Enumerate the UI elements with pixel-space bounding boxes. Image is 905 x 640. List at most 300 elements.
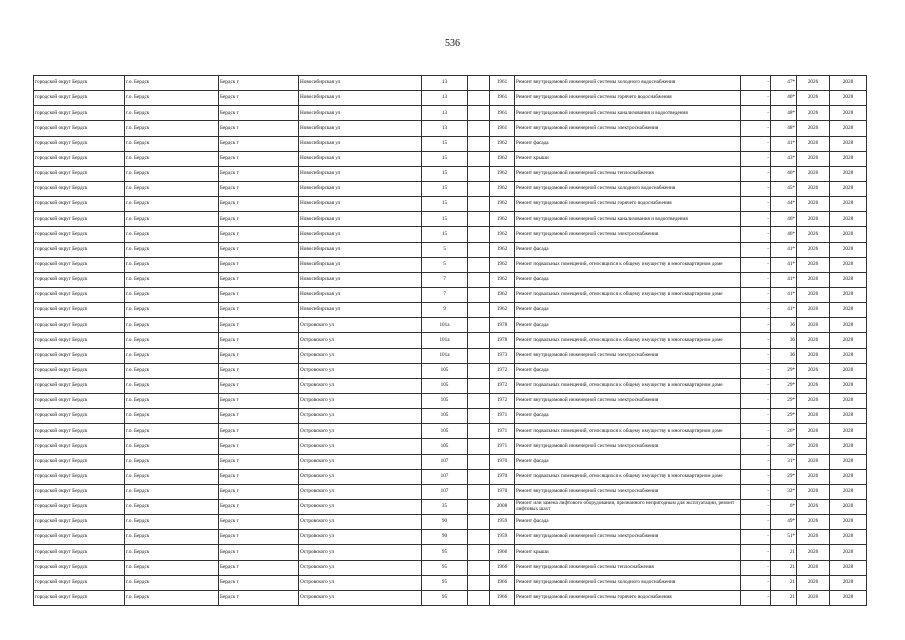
wear-cell: 21 — [771, 590, 797, 605]
table-row — [34, 272, 867, 287]
locality-cell: Бердск г — [219, 166, 299, 181]
year-end-cell: 2028 — [830, 484, 867, 499]
district-cell: г.о. Бердск — [125, 409, 219, 424]
locality-cell: Бердск г — [219, 318, 299, 333]
page-number: 536 — [445, 38, 460, 49]
district-cell: г.о. Бердск — [125, 515, 219, 530]
cost-cell: - — [741, 287, 771, 302]
street-cell: Островского ул — [299, 575, 422, 590]
building-cell — [468, 136, 490, 151]
wear-cell: 29* — [771, 469, 797, 484]
year-built-cell: 1962 — [490, 287, 515, 302]
municipality-cell: городской округ Бердск — [34, 303, 125, 318]
year-end-cell: 2028 — [830, 454, 867, 469]
municipality-cell: городской округ Бердск — [34, 469, 125, 484]
cost-cell: - — [741, 409, 771, 424]
house-number-cell: 15 — [422, 227, 468, 242]
street-cell: Новосибирская ул — [299, 257, 422, 272]
house-number-cell: 90 — [422, 515, 468, 530]
table-row — [34, 515, 867, 530]
work-type-cell: Ремонт фасада — [515, 409, 741, 424]
locality-cell: Бердск г — [219, 378, 299, 393]
district-cell: г.о. Бердск — [125, 121, 219, 136]
year-built-cell: 1962 — [490, 257, 515, 272]
year-start-cell: 2026 — [797, 287, 830, 302]
cost-cell: - — [741, 348, 771, 363]
locality-cell: Бердск г — [219, 590, 299, 605]
district-cell: г.о. Бердск — [125, 575, 219, 590]
year-built-cell: 1962 — [490, 197, 515, 212]
year-built-cell: 1970 — [490, 484, 515, 499]
year-end-cell: 2028 — [830, 76, 867, 91]
cost-cell: - — [741, 424, 771, 439]
locality-cell: Бердск г — [219, 515, 299, 530]
municipality-cell: городской округ Бердск — [34, 530, 125, 545]
district-cell: г.о. Бердск — [125, 545, 219, 560]
municipality-cell: городской округ Бердск — [34, 348, 125, 363]
building-cell — [468, 454, 490, 469]
year-start-cell: 2026 — [797, 454, 830, 469]
year-built-cell: 1973 — [490, 348, 515, 363]
locality-cell: Бердск г — [219, 181, 299, 196]
district-cell: г.о. Бердск — [125, 393, 219, 408]
cost-cell: - — [741, 454, 771, 469]
year-built-cell: 1971 — [490, 424, 515, 439]
wear-cell: 31* — [771, 454, 797, 469]
table-row — [34, 378, 867, 393]
locality-cell: Бердск г — [219, 76, 299, 91]
house-number-cell: 15 — [422, 181, 468, 196]
street-cell: Новосибирская ул — [299, 91, 422, 106]
street-cell: Новосибирская ул — [299, 197, 422, 212]
year-end-cell: 2028 — [830, 545, 867, 560]
house-number-cell: 101а — [422, 318, 468, 333]
cost-cell: - — [741, 91, 771, 106]
district-cell: г.о. Бердск — [125, 166, 219, 181]
building-cell — [468, 242, 490, 257]
locality-cell: Бердск г — [219, 242, 299, 257]
table-row — [34, 287, 867, 302]
work-type-cell: Ремонт внутридомовой инженерной системы горячего водоснабжения — [515, 590, 741, 605]
year-start-cell: 2026 — [797, 348, 830, 363]
district-cell: г.о. Бердск — [125, 287, 219, 302]
year-start-cell: 2026 — [797, 484, 830, 499]
table-row — [34, 333, 867, 348]
locality-cell: Бердск г — [219, 560, 299, 575]
building-cell — [468, 151, 490, 166]
municipality-cell: городской округ Бердск — [34, 545, 125, 560]
district-cell: г.о. Бердск — [125, 363, 219, 378]
year-built-cell: 1962 — [490, 303, 515, 318]
year-start-cell: 2026 — [797, 545, 830, 560]
year-end-cell: 2028 — [830, 181, 867, 196]
house-number-cell: 107 — [422, 469, 468, 484]
district-cell: г.о. Бердск — [125, 530, 219, 545]
year-start-cell: 2026 — [797, 242, 830, 257]
cost-cell: - — [741, 227, 771, 242]
work-type-cell: Ремонт фасада — [515, 303, 741, 318]
municipality-cell: городской округ Бердск — [34, 515, 125, 530]
street-cell: Островского ул — [299, 484, 422, 499]
building-cell — [468, 166, 490, 181]
cost-cell: - — [741, 272, 771, 287]
municipality-cell: городской округ Бердск — [34, 166, 125, 181]
year-built-cell: 1966 — [490, 560, 515, 575]
year-built-cell: 1962 — [490, 181, 515, 196]
district-cell: г.о. Бердск — [125, 76, 219, 91]
work-type-cell: Ремонт внутридомовой инженерной системы холодного водоснабжения — [515, 575, 741, 590]
wear-cell: 46* — [771, 91, 797, 106]
district-cell: г.о. Бердск — [125, 333, 219, 348]
year-end-cell: 2028 — [830, 272, 867, 287]
cost-cell: - — [741, 318, 771, 333]
building-cell — [468, 333, 490, 348]
wear-cell: 21 — [771, 545, 797, 560]
year-end-cell: 2028 — [830, 424, 867, 439]
year-built-cell: 1972 — [490, 393, 515, 408]
work-type-cell: Ремонт внутридомовой инженерной системы теплоснабжения — [515, 166, 741, 181]
house-number-cell: 95 — [422, 575, 468, 590]
district-cell: г.о. Бердск — [125, 197, 219, 212]
year-built-cell: 1961 — [490, 106, 515, 121]
wear-cell: 41* — [771, 303, 797, 318]
cost-cell: - — [741, 530, 771, 545]
district-cell: г.о. Бердск — [125, 212, 219, 227]
year-built-cell: 1961 — [490, 76, 515, 91]
work-type-cell: Ремонт внутридомовой инженерной системы горячего водоснабжения — [515, 91, 741, 106]
municipality-cell: городской округ Бердск — [34, 242, 125, 257]
wear-cell: 45* — [771, 181, 797, 196]
cost-cell: - — [741, 439, 771, 454]
wear-cell: 41* — [771, 287, 797, 302]
cost-cell: - — [741, 333, 771, 348]
work-type-cell: Ремонт фасада — [515, 363, 741, 378]
year-start-cell: 2026 — [797, 181, 830, 196]
district-cell: г.о. Бердск — [125, 151, 219, 166]
year-start-cell: 2026 — [797, 76, 830, 91]
year-end-cell: 2028 — [830, 348, 867, 363]
wear-cell: 21 — [771, 560, 797, 575]
wear-cell: 47* — [771, 76, 797, 91]
work-type-cell: Ремонт подвальных помещений, относящихся к общему имуществу в многоквартирном доме — [515, 378, 741, 393]
wear-cell: 30* — [771, 439, 797, 454]
street-cell: Островского ул — [299, 590, 422, 605]
street-cell: Островского ул — [299, 499, 422, 514]
house-number-cell: 101а — [422, 333, 468, 348]
year-built-cell: 1966 — [490, 575, 515, 590]
house-number-cell: 101а — [422, 348, 468, 363]
work-type-cell: Ремонт фасада — [515, 515, 741, 530]
district-cell: г.о. Бердск — [125, 136, 219, 151]
table-row — [34, 590, 867, 605]
house-number-cell: 9 — [422, 303, 468, 318]
locality-cell: Бердск г — [219, 303, 299, 318]
building-cell — [468, 212, 490, 227]
table-row — [34, 530, 867, 545]
house-number-cell: 5 — [422, 242, 468, 257]
table-row — [34, 454, 867, 469]
table-row — [34, 136, 867, 151]
district-cell: г.о. Бердск — [125, 91, 219, 106]
municipality-cell: городской округ Бердск — [34, 424, 125, 439]
street-cell: Островского ул — [299, 363, 422, 378]
table-row — [34, 197, 867, 212]
street-cell: Новосибирская ул — [299, 76, 422, 91]
cost-cell: - — [741, 212, 771, 227]
municipality-cell: городской округ Бердск — [34, 136, 125, 151]
work-type-cell: Ремонт внутридомовой инженерной системы электроснабжения — [515, 439, 741, 454]
cost-cell: - — [741, 499, 771, 514]
year-built-cell: 1978 — [490, 333, 515, 348]
table-row — [34, 484, 867, 499]
table-row — [34, 227, 867, 242]
building-cell — [468, 409, 490, 424]
year-end-cell: 2028 — [830, 393, 867, 408]
work-type-cell: Ремонт фасада — [515, 272, 741, 287]
district-cell: г.о. Бердск — [125, 181, 219, 196]
municipality-cell: городской округ Бердск — [34, 151, 125, 166]
building-cell — [468, 272, 490, 287]
year-end-cell: 2028 — [830, 227, 867, 242]
work-type-cell: Ремонт внутридомовой инженерной системы канализования и водоотведения — [515, 212, 741, 227]
municipality-cell: городской округ Бердск — [34, 499, 125, 514]
work-type-cell: Ремонт внутридомовой инженерной системы холодного водоснабжения — [515, 181, 741, 196]
building-cell — [468, 545, 490, 560]
year-built-cell: 1962 — [490, 166, 515, 181]
wear-cell: 29* — [771, 378, 797, 393]
year-end-cell: 2028 — [830, 469, 867, 484]
wear-cell: 29* — [771, 363, 797, 378]
locality-cell: Бердск г — [219, 212, 299, 227]
cost-cell: - — [741, 560, 771, 575]
locality-cell: Бердск г — [219, 227, 299, 242]
wear-cell: 36 — [771, 333, 797, 348]
year-end-cell: 2028 — [830, 303, 867, 318]
wear-cell: 36 — [771, 318, 797, 333]
cost-cell: - — [741, 242, 771, 257]
locality-cell: Бердск г — [219, 545, 299, 560]
house-number-cell: 105 — [422, 378, 468, 393]
locality-cell: Бердск г — [219, 333, 299, 348]
municipality-cell: городской округ Бердск — [34, 121, 125, 136]
year-end-cell: 2028 — [830, 363, 867, 378]
locality-cell: Бердск г — [219, 257, 299, 272]
table-row — [34, 439, 867, 454]
work-type-cell: Ремонт внутридомовой инженерной системы канализования и водоотведения — [515, 106, 741, 121]
year-start-cell: 2026 — [797, 197, 830, 212]
cost-cell: - — [741, 303, 771, 318]
locality-cell: Бердск г — [219, 287, 299, 302]
table-row — [34, 106, 867, 121]
municipality-cell: городской округ Бердск — [34, 287, 125, 302]
wear-cell: 41* — [771, 136, 797, 151]
year-end-cell: 2028 — [830, 242, 867, 257]
wear-cell: 21 — [771, 575, 797, 590]
house-number-cell: 90 — [422, 530, 468, 545]
year-end-cell: 2028 — [830, 560, 867, 575]
locality-cell: Бердск г — [219, 363, 299, 378]
building-cell — [468, 257, 490, 272]
street-cell: Островского ул — [299, 530, 422, 545]
year-end-cell: 2028 — [830, 499, 867, 514]
year-end-cell: 2028 — [830, 318, 867, 333]
house-number-cell: 95 — [422, 560, 468, 575]
year-built-cell: 1966 — [490, 590, 515, 605]
table-row — [34, 545, 867, 560]
year-end-cell: 2028 — [830, 91, 867, 106]
work-type-cell: Ремонт фасада — [515, 136, 741, 151]
house-number-cell: 107 — [422, 484, 468, 499]
building-cell — [468, 76, 490, 91]
year-start-cell: 2026 — [797, 424, 830, 439]
cost-cell: - — [741, 378, 771, 393]
cost-cell: - — [741, 393, 771, 408]
year-start-cell: 2026 — [797, 166, 830, 181]
house-number-cell: 105 — [422, 424, 468, 439]
municipality-cell: городской округ Бердск — [34, 409, 125, 424]
year-start-cell: 2026 — [797, 303, 830, 318]
wear-cell: 32* — [771, 484, 797, 499]
locality-cell: Бердск г — [219, 530, 299, 545]
year-start-cell: 2026 — [797, 272, 830, 287]
table-row — [34, 560, 867, 575]
municipality-cell: городской округ Бердск — [34, 333, 125, 348]
building-cell — [468, 287, 490, 302]
house-number-cell: 35 — [422, 499, 468, 514]
district-cell: г.о. Бердск — [125, 272, 219, 287]
cost-cell: - — [741, 106, 771, 121]
cost-cell: - — [741, 181, 771, 196]
municipality-cell: городской округ Бердск — [34, 560, 125, 575]
locality-cell: Бердск г — [219, 197, 299, 212]
house-number-cell: 95 — [422, 590, 468, 605]
house-number-cell: 15 — [422, 151, 468, 166]
district-cell: г.о. Бердск — [125, 499, 219, 514]
work-type-cell: Ремонт внутридомовой инженерной системы холодного водоснабжения — [515, 76, 741, 91]
year-built-cell: 1961 — [490, 121, 515, 136]
municipality-cell: городской округ Бердск — [34, 439, 125, 454]
street-cell: Новосибирская ул — [299, 106, 422, 121]
municipality-cell: городской округ Бердск — [34, 76, 125, 91]
year-end-cell: 2028 — [830, 166, 867, 181]
street-cell: Новосибирская ул — [299, 121, 422, 136]
house-number-cell: 105 — [422, 409, 468, 424]
street-cell: Островского ул — [299, 393, 422, 408]
cost-cell: - — [741, 590, 771, 605]
house-number-cell: 5 — [422, 257, 468, 272]
locality-cell: Бердск г — [219, 106, 299, 121]
work-type-cell: Ремонт крыши — [515, 151, 741, 166]
building-cell — [468, 106, 490, 121]
year-start-cell: 2026 — [797, 136, 830, 151]
year-built-cell: 1962 — [490, 212, 515, 227]
year-end-cell: 2028 — [830, 378, 867, 393]
work-type-cell: Ремонт или замена лифтового оборудования, признанного непригодным для эксплуатации, ремонт лифтовых шахт — [515, 499, 741, 514]
cost-cell: - — [741, 484, 771, 499]
cost-cell: - — [741, 121, 771, 136]
locality-cell: Бердск г — [219, 136, 299, 151]
year-end-cell: 2028 — [830, 287, 867, 302]
year-built-cell: 1971 — [490, 409, 515, 424]
year-start-cell: 2026 — [797, 333, 830, 348]
year-built-cell: 1970 — [490, 469, 515, 484]
district-cell: г.о. Бердск — [125, 484, 219, 499]
locality-cell: Бердск г — [219, 424, 299, 439]
house-number-cell: 7 — [422, 287, 468, 302]
municipality-cell: городской округ Бердск — [34, 91, 125, 106]
wear-cell: 29* — [771, 393, 797, 408]
year-start-cell: 2026 — [797, 363, 830, 378]
wear-cell: 44* — [771, 197, 797, 212]
building-cell — [468, 515, 490, 530]
year-built-cell: 1962 — [490, 272, 515, 287]
work-type-cell: Ремонт подвальных помещений, относящихся к общему имуществу в многоквартирном доме — [515, 287, 741, 302]
wear-cell: 48* — [771, 106, 797, 121]
table-row — [34, 409, 867, 424]
year-built-cell: 1972 — [490, 378, 515, 393]
building-cell — [468, 469, 490, 484]
work-type-cell: Ремонт внутридомовой инженерной системы горячего водоснабжения — [515, 197, 741, 212]
house-number-cell: 105 — [422, 363, 468, 378]
year-start-cell: 2026 — [797, 151, 830, 166]
house-number-cell: 15 — [422, 197, 468, 212]
street-cell: Новосибирская ул — [299, 272, 422, 287]
work-type-cell: Ремонт подвальных помещений, относящихся к общему имуществу в многоквартирном доме — [515, 333, 741, 348]
locality-cell: Бердск г — [219, 393, 299, 408]
work-type-cell: Ремонт фасада — [515, 318, 741, 333]
street-cell: Новосибирская ул — [299, 166, 422, 181]
building-cell — [468, 227, 490, 242]
table-row — [34, 469, 867, 484]
district-cell: г.о. Бердск — [125, 378, 219, 393]
municipality-cell: городской округ Бердск — [34, 363, 125, 378]
table-row — [34, 242, 867, 257]
district-cell: г.о. Бердск — [125, 227, 219, 242]
work-type-cell: Ремонт внутридомовой инженерной системы электроснабжения — [515, 484, 741, 499]
house-number-cell: 105 — [422, 393, 468, 408]
district-cell: г.о. Бердск — [125, 454, 219, 469]
table-row — [34, 424, 867, 439]
wear-cell: 41* — [771, 242, 797, 257]
locality-cell: Бердск г — [219, 91, 299, 106]
street-cell: Островского ул — [299, 560, 422, 575]
wear-cell: 51* — [771, 530, 797, 545]
building-cell — [468, 575, 490, 590]
building-cell — [468, 181, 490, 196]
year-built-cell: 1962 — [490, 136, 515, 151]
year-end-cell: 2028 — [830, 197, 867, 212]
year-start-cell: 2026 — [797, 318, 830, 333]
year-built-cell: 1962 — [490, 227, 515, 242]
building-cell — [468, 439, 490, 454]
street-cell: Островского ул — [299, 378, 422, 393]
house-number-cell: 15 — [422, 212, 468, 227]
locality-cell: Бердск г — [219, 348, 299, 363]
house-number-cell: 13 — [422, 121, 468, 136]
street-cell: Островского ул — [299, 545, 422, 560]
year-built-cell: 2008 — [490, 499, 515, 514]
year-start-cell: 2026 — [797, 575, 830, 590]
building-cell — [468, 121, 490, 136]
municipality-cell: городской округ Бердск — [34, 454, 125, 469]
year-built-cell: 1962 — [490, 242, 515, 257]
wear-cell: 49* — [771, 515, 797, 530]
street-cell: Новосибирская ул — [299, 287, 422, 302]
year-start-cell: 2026 — [797, 378, 830, 393]
house-number-cell: 7 — [422, 272, 468, 287]
house-number-cell: 13 — [422, 91, 468, 106]
street-cell: Островского ул — [299, 409, 422, 424]
